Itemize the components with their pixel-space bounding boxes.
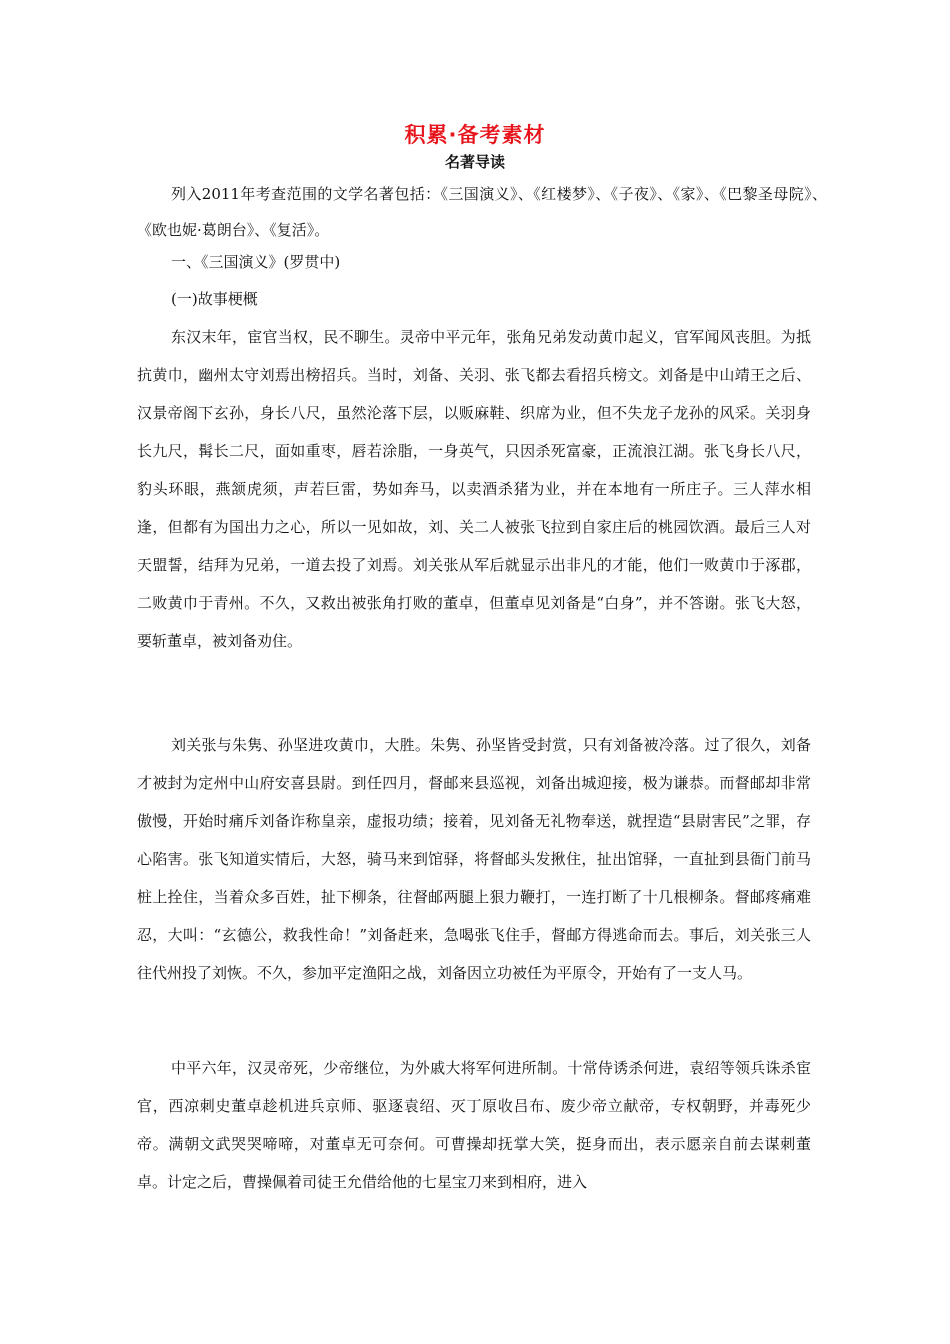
section-heading: 一、《三国演义》(罗贯中) bbox=[171, 253, 341, 271]
intro-paragraph: 列入2011年考查范围的文学名著包括：《三国演义》、《红楼梦》、《子夜》、《家》、《巴黎圣母院》、《欧也妮·葛朗台》、《复活》。 bbox=[137, 185, 827, 239]
body-paragraph: 中平六年，汉灵帝死，少帝继位，为外戚大将军何进所制。十常侍诱杀何进，袁绍等领兵诛杀宦官，西凉刺史董卓趁机进兵京师、驱逐袁绍、灭丁原收吕布、废少帝立献帝，专权朝野，并毒死少帝。满朝文武哭哭啼啼，对董卓无可奈何。可曹操却抚掌大笑，挺身而出，表示愿亲自前去谋刺董卓。计定之后，曹操佩着司徒王允借给他的七星宝刀来到相府，进入 bbox=[137, 1059, 811, 1191]
document-title: 积累·备考素材 bbox=[404, 123, 546, 147]
document-subtitle: 名著导读 bbox=[444, 153, 505, 171]
body-paragraph: 刘关张与朱隽、孙坚进攻黄巾，大胜。朱隽、孙坚皆受封赏，只有刘备被冷落。过了很久，刘备才被封为定州中山府安喜县尉。到任四月，督邮来县巡视，刘备出城迎接，极为谦恭。而督邮却非常傲慢，开始时痛斥刘备诈称皇亲，虚报功绩；接着，见刘备无礼物奉送，就捏造“县尉害民”之罪，存心陷害。张飞知道实情后，大怒，骑马来到馆驿，将督邮头发揪住，扯出馆驿，一直扯到县衙门前马桩上拴住，当着众多百姓，扯下柳条，往督邮两腿上狠力鞭打，一连打断了十几根柳条。督邮疼痛难忍，大叫：“玄德公，救我性命！”刘备赶来，急喝张飞住手，督邮方得逃命而去。事后，刘关张三人往代州投了刘恢。不久，参加平定渔阳之战，刘备因立功被任为平原令，开始有了一支人马。 bbox=[137, 736, 811, 982]
subsection-heading: (一)故事梗概 bbox=[171, 290, 258, 308]
body-paragraph: 东汉末年，宦官当权，民不聊生。灵帝中平元年，张角兄弟发动黄巾起义，官军闻风丧胆。为抵抗黄巾，幽州太守刘焉出榜招兵。当时，刘备、关羽、张飞都去看招兵榜文。刘备是中山靖王之后、汉景帝阁下玄孙，身长八尺，虽然沦落下层，以贩麻鞋、织席为业，但不失龙子龙孙的风采。关羽身长九尺，髯长二尺，面如重枣，唇若涂脂，一身英气，只因杀死富豪，正流浪江湖。张飞身长八尺，豹头环眼，燕颔虎须，声若巨雷，势如奔马，以卖酒杀猪为业，并在本地有一所庄子。三人萍水相逢，但都有为国出力之心，所以一见如故，刘、关二人被张飞拉到自家庄后的桃园饮酒。最后三人对天盟誓，结拜为兄弟，一道去投了刘焉。刘关张从军后就显示出非凡的才能，他们一败黄巾于涿郡，二败黄巾于青州。不久，又救出被张角打败的董卓，但董卓见刘备是“白身”，并不答谢。张飞大怒，要斩董卓，被刘备劝住。 bbox=[137, 328, 811, 650]
